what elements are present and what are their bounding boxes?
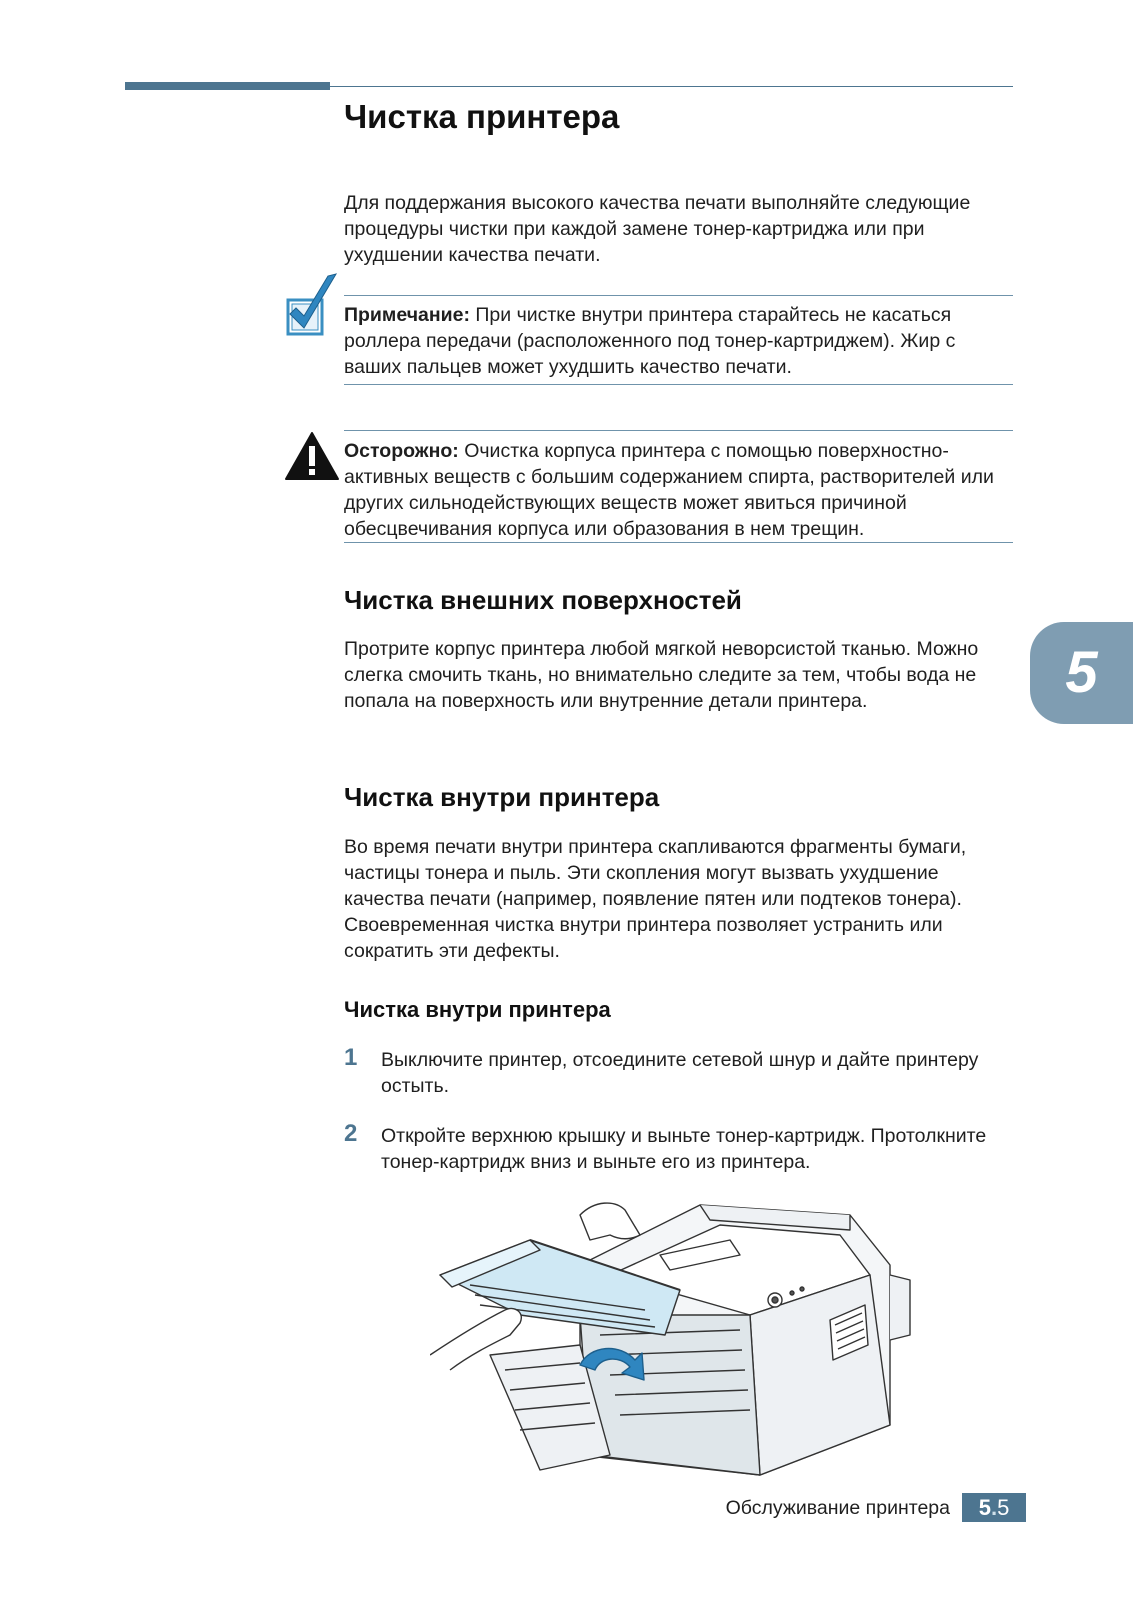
note-text: При чистке внутри принтера старайтесь не касаться роллера передачи (расположенного под тонер-картриджем). Жир с ваших пальцев может ухудшить качество печати. — [344, 304, 956, 378]
footer-chapter: 5 — [978, 1495, 991, 1520]
footer-page: 5 — [997, 1495, 1010, 1520]
procedure-heading: Чистка внутри принтера — [344, 997, 611, 1022]
footer-label: Обслуживание принтера — [725, 1497, 950, 1519]
section-interior-heading: Чистка внутри принтера — [344, 782, 660, 812]
step-number: 2 — [344, 1120, 358, 1147]
warning-text: Очистка корпуса принтера с помощью поверхностно-активных веществ с большим содержанием спирта, растворителей или других сильнодействующих веществ может явиться причиной обесцвечивания корпуса или образования в нем трещин. — [344, 440, 994, 540]
header-rule — [330, 86, 1013, 87]
warning-triangle-icon — [284, 430, 340, 482]
checkmark-note-icon — [284, 270, 342, 344]
section-exterior-heading: Чистка внешних поверхностей — [344, 585, 742, 615]
header-rule-accent — [125, 82, 330, 90]
page-number-badge — [962, 1493, 1026, 1522]
chapter-tab-number: 5 — [1065, 640, 1098, 705]
page-title: Чистка принтера — [344, 98, 620, 135]
note-paragraph — [344, 302, 1014, 380]
step-text: Откройте верхнюю крышку и выньте тонер-картридж. Протолкните тонер-картридж вниз и выньте его из принтера. — [381, 1125, 987, 1173]
section-interior-text: Во время печати внутри принтера скапливаются фрагменты бумаги, частицы тонера и пыль. Эти скопления могут вызвать ухудшение качества печати (например, появление пятен или подтеков тонера). Своевременная чистка внутри принтера позволяет устранить или сократить эти дефекты. — [344, 836, 967, 962]
warning-top-rule — [344, 430, 1013, 431]
warning-bottom-rule — [344, 542, 1013, 543]
section-exterior-text: Протрите корпус принтера любой мягкой неворсистой тканью. Можно слегка смочить ткань, но внимательно следите за тем, чтобы вода не попала на поверхность или внутренние детали принтера. — [344, 638, 979, 712]
warning-paragraph — [344, 438, 1014, 542]
step-text: Выключите принтер, отсоедините сетевой шнур и дайте принтеру остыть. — [381, 1049, 979, 1097]
intro-paragraph: Для поддержания высокого качества печати выполняйте следующие процедуры чистки при каждой замене тонер-картриджа или при ухудшении качества печати. — [344, 192, 971, 266]
printer-cartridge-illustration — [430, 1195, 920, 1485]
note-label: Примечание: — [344, 304, 470, 326]
step-number: 1 — [344, 1044, 358, 1071]
footer-dot: . — [990, 1495, 998, 1520]
note-top-rule — [344, 295, 1013, 296]
warning-label: Осторожно: — [344, 440, 459, 462]
note-bottom-rule — [344, 384, 1013, 385]
